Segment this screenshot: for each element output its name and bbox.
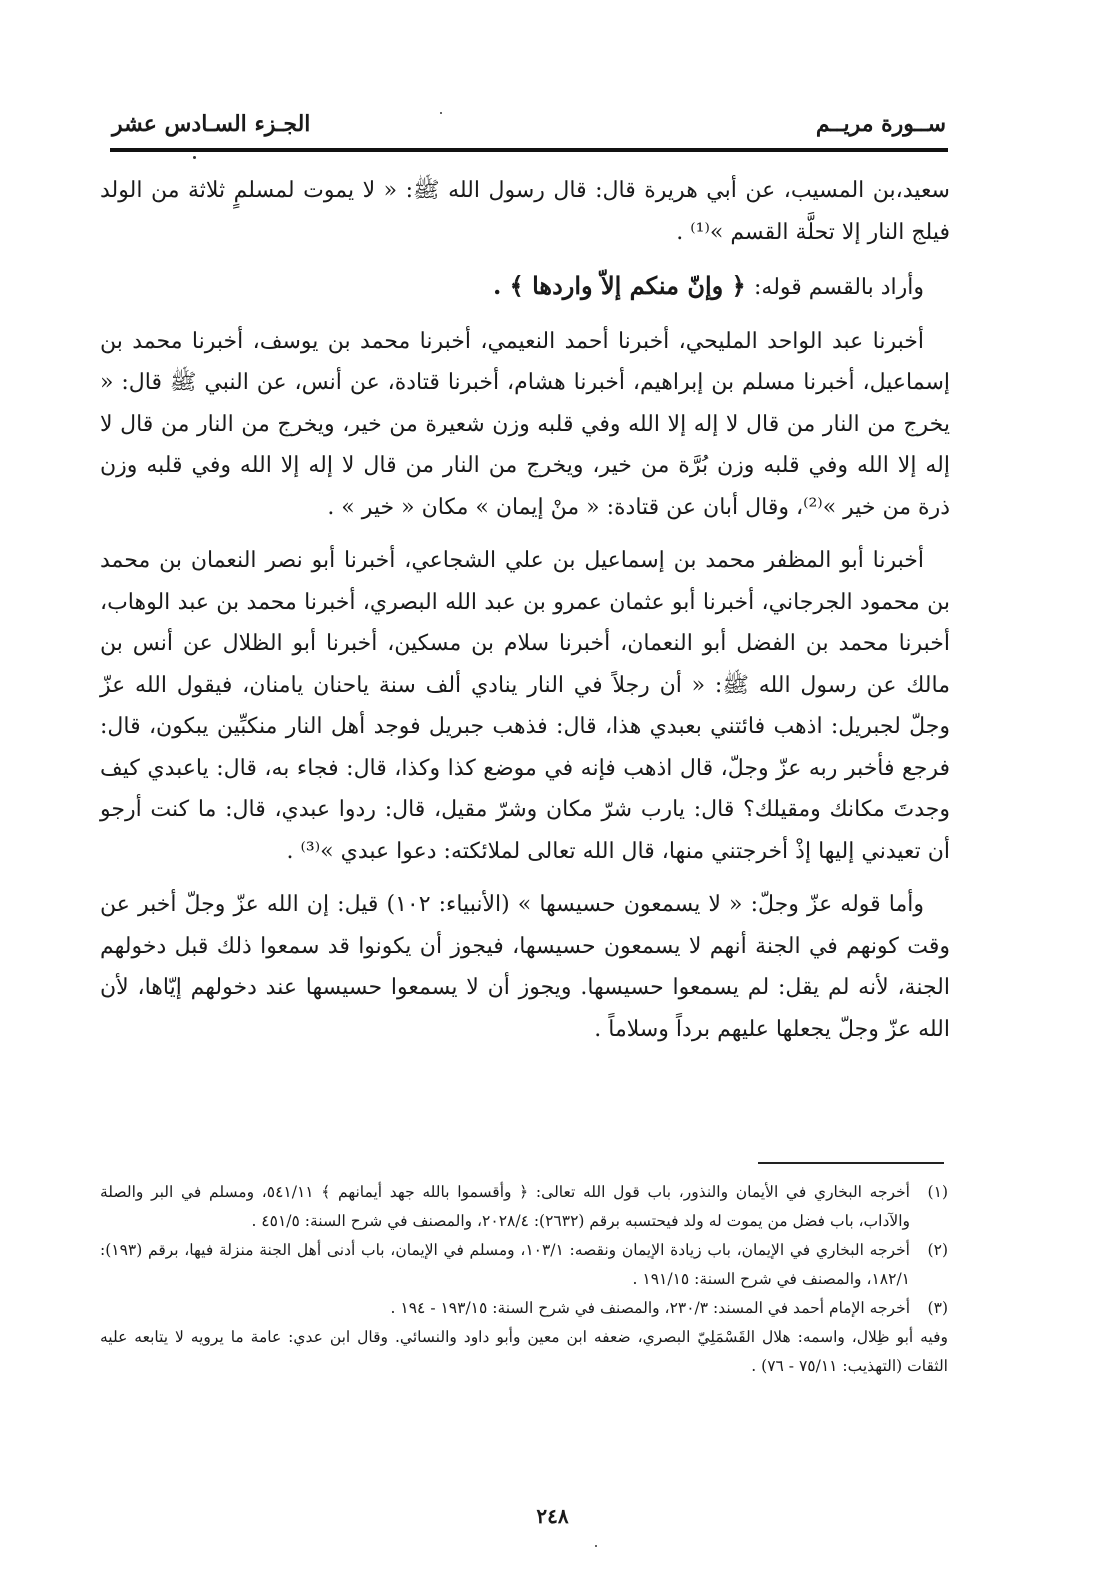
footnote-number: (١) [927, 1183, 948, 1201]
scan-speck [440, 112, 442, 114]
header-rule [110, 148, 948, 152]
surah-title: ســورة مريــم [815, 111, 946, 137]
quran-verse: ﴿ وإنّ منكم إلاّ واردها ﴾ . [492, 271, 746, 300]
scan-speck [595, 1545, 597, 1547]
footnote-3 [100, 1294, 948, 1323]
page-number: ٢٤٨ [536, 1504, 569, 1528]
part-title: الجـزء السـادس عشر [112, 111, 311, 137]
footnotes [100, 1178, 948, 1381]
footnote-text: أخرجه الإمام أحمد في المسند: ٢٣٠/٣، والمصنف في شرح السنة: ١٩٣/١٥ - ١٩٤ . [390, 1299, 910, 1317]
footnote-number: (٣) [927, 1299, 948, 1317]
paragraph-1: سعيد،بن المسيب، عن أبي هريرة قال: قال رسول الله ﷺ: « لا يموت لمسلمٍ ثلاثة من الولد فيلج النار إلا تحلَّة القسم »⁽¹⁾ . [100, 178, 950, 245]
verse-lead: وأراد بالقسم قوله: [754, 275, 924, 300]
running-header [112, 104, 946, 144]
scan-speck [193, 156, 196, 159]
footnote-number: (٢) [927, 1241, 948, 1259]
paragraph-hadith-1: أخبرنا عبد الواحد المليحي، أخبرنا أحمد النعيمي، أخبرنا محمد بن يوسف، أخبرنا محمد بن إسماعيل، أخبرنا مسلم بن إبراهيم، أخبرنا هشام، أخبرنا قتادة، عن أنس، عن النبي ﷺ قال: « يخرج من النار من قال لا إله إلا الله وفي قلبه وزن شعيرة من خير، ويخرج من النار من قال لا إله إلا الله وفي قلبه وزن بُرَّة من خير، ويخرج من النار من قال لا إله إلا الله وفي قلبه وزن ذرة من خير »⁽²⁾، وقال أبان عن قتادة: « منْ إيمان » مكان « خير » . [100, 328, 950, 520]
body-text [100, 170, 950, 1062]
footnote-2 [100, 1236, 948, 1294]
paragraph-commentary: وأما قوله عزّ وجلّ: « لا يسمعون حسيسها » (الأنبياء: ١٠٢) قيل: إن الله عزّ وجلّ أخبر عن وقت كونهم في الجنة أنهم لا يسمعون حسيسها، فيجوز أن يكونوا قد سمعوا ذلك قبل دخولهم الجنة، لأنه لم يقل: لم يسمعوا حسيسها. ويجوز أن لا يسمعوا حسيسها عند دخولهم إيّاها، لأن الله عزّ وجلّ يجعلها عليهم برداً وسلاماً . [100, 892, 950, 1042]
paragraph-verse [100, 265, 950, 309]
footnote-text: أخرجه البخاري في الإيمان، باب زيادة الإيمان ونقصه: ١٠٣/١، ومسلم في الإيمان، باب أدنى أهل الجنة منزلة فيها، برقم (١٩٣): ١٨٢/١، والمصنف في شرح السنة: ١٩١/١٥ . [100, 1241, 910, 1288]
footnote-text: أخرجه البخاري في الأيمان والنذور، باب قول الله تعالى: ﴿ وأقسموا بالله جهد أيمانهم ﴾ ٥٤١/١١، ومسلم في البر والصلة والآداب، باب فضل من يموت له ولد فيحتسبه برقم (٢٦٣٢): ٢٠٢٨/٤، والمصنف في شرح السنة: ٤٥١/٥ . [100, 1183, 910, 1230]
paragraph-hadith-2: أخبرنا أبو المظفر محمد بن إسماعيل بن علي الشجاعي، أخبرنا أبو نصر النعمان بن محمد بن محمود الجرجاني، أخبرنا أبو عثمان عمرو بن عبد الله البصري، أخبرنا محمد بن عبد الوهاب، أخبرنا محمد بن الفضل أبو النعمان، أخبرنا سلام بن مسكين، أخبرنا أبو الظلال عن أنس بن مالك عن رسول الله ﷺ: « أن رجلاً في النار ينادي ألف سنة ياحنان يامنان، فيقول الله عزّ وجلّ لجبريل: اذهب فائتني بعبدي هذا، قال: فذهب جبريل فوجد أهل النار منكبِّين يبكون، قال: فرجع فأخبر ربه عزّ وجلّ، قال اذهب فإنه في موضع كذا وكذا، قال: فجاء به، قال: ياعبدي كيف وجدتَ مكانك ومقيلك؟ قال: يارب شرّ مكان وشرّ مقيل، قال: ردوا عبدي، قال: ما كنت أرجو أن تعيدني إليها إذْ أخرجتني منها، قال الله تعالى لملائكته: دعوا عبدي »⁽³⁾ . [100, 548, 950, 864]
footnote-3-continuation: وفيه أبو ظِلال، واسمه: هلال القَسْمَلِيّ البصري، ضعفه ابن معين وأبو داود والنسائي. وقال ابن عدي: عامة ما يرويه لا يتابعه عليه الثقات (التهذيب: ٧٥/١١ - ٧٦) . [100, 1328, 948, 1375]
footnote-rule [758, 1162, 944, 1164]
footnote-1 [100, 1178, 948, 1236]
